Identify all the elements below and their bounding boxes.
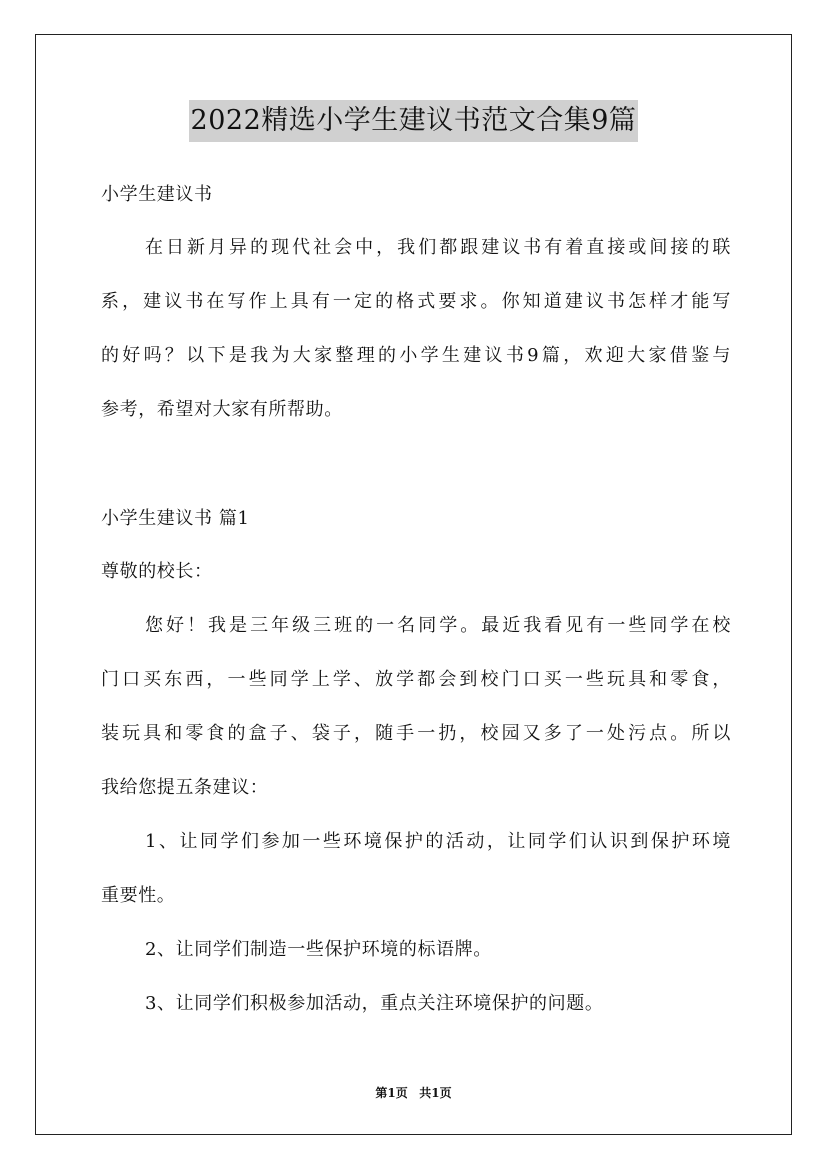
list-item: 3、让同学们积极参加活动，重点关注环境保护的问题。	[145, 993, 604, 1014]
salutation: 尊敬的校长：	[101, 561, 213, 582]
page-total: 共1页	[419, 1086, 452, 1100]
page-number: 第1页	[375, 1086, 408, 1100]
paragraph-line: 装玩具和零食的盒子、袋子，随手一扔，校园又多了一处污点。所以	[101, 723, 731, 744]
paragraph-line: 我给您提五条建议：	[101, 777, 269, 798]
list-item: 2、让同学们制造一些保护环境的标语牌。	[145, 939, 492, 960]
page-footer	[0, 1085, 827, 1101]
paragraph-line: 您好！我是三年级三班的一名同学。最近我看见有一些同学在校	[145, 615, 731, 636]
section-heading: 小学生建议书 篇1	[101, 508, 250, 529]
paragraph-line: 系，建议书在写作上具有一定的格式要求。你知道建议书怎样才能写	[101, 291, 731, 312]
section-heading: 小学生建议书	[101, 184, 213, 205]
list-item-continuation: 重要性。	[101, 885, 176, 906]
title-container	[0, 100, 827, 142]
list-item: 1、让同学们参加一些环境保护的活动，让同学们认识到保护环境	[145, 831, 731, 852]
paragraph-line: 门口买东西，一些同学上学、放学都会到校门口买一些玩具和零食，	[101, 669, 731, 690]
paragraph-line: 参考，希望对大家有所帮助。	[101, 399, 343, 420]
document-title: 2022精选小学生建议书范文合集9篇	[189, 100, 639, 142]
paragraph-line: 的好吗？以下是我为大家整理的小学生建议书9篇，欢迎大家借鉴与	[101, 345, 731, 366]
paragraph-line: 在日新月异的现代社会中，我们都跟建议书有着直接或间接的联	[145, 237, 731, 258]
